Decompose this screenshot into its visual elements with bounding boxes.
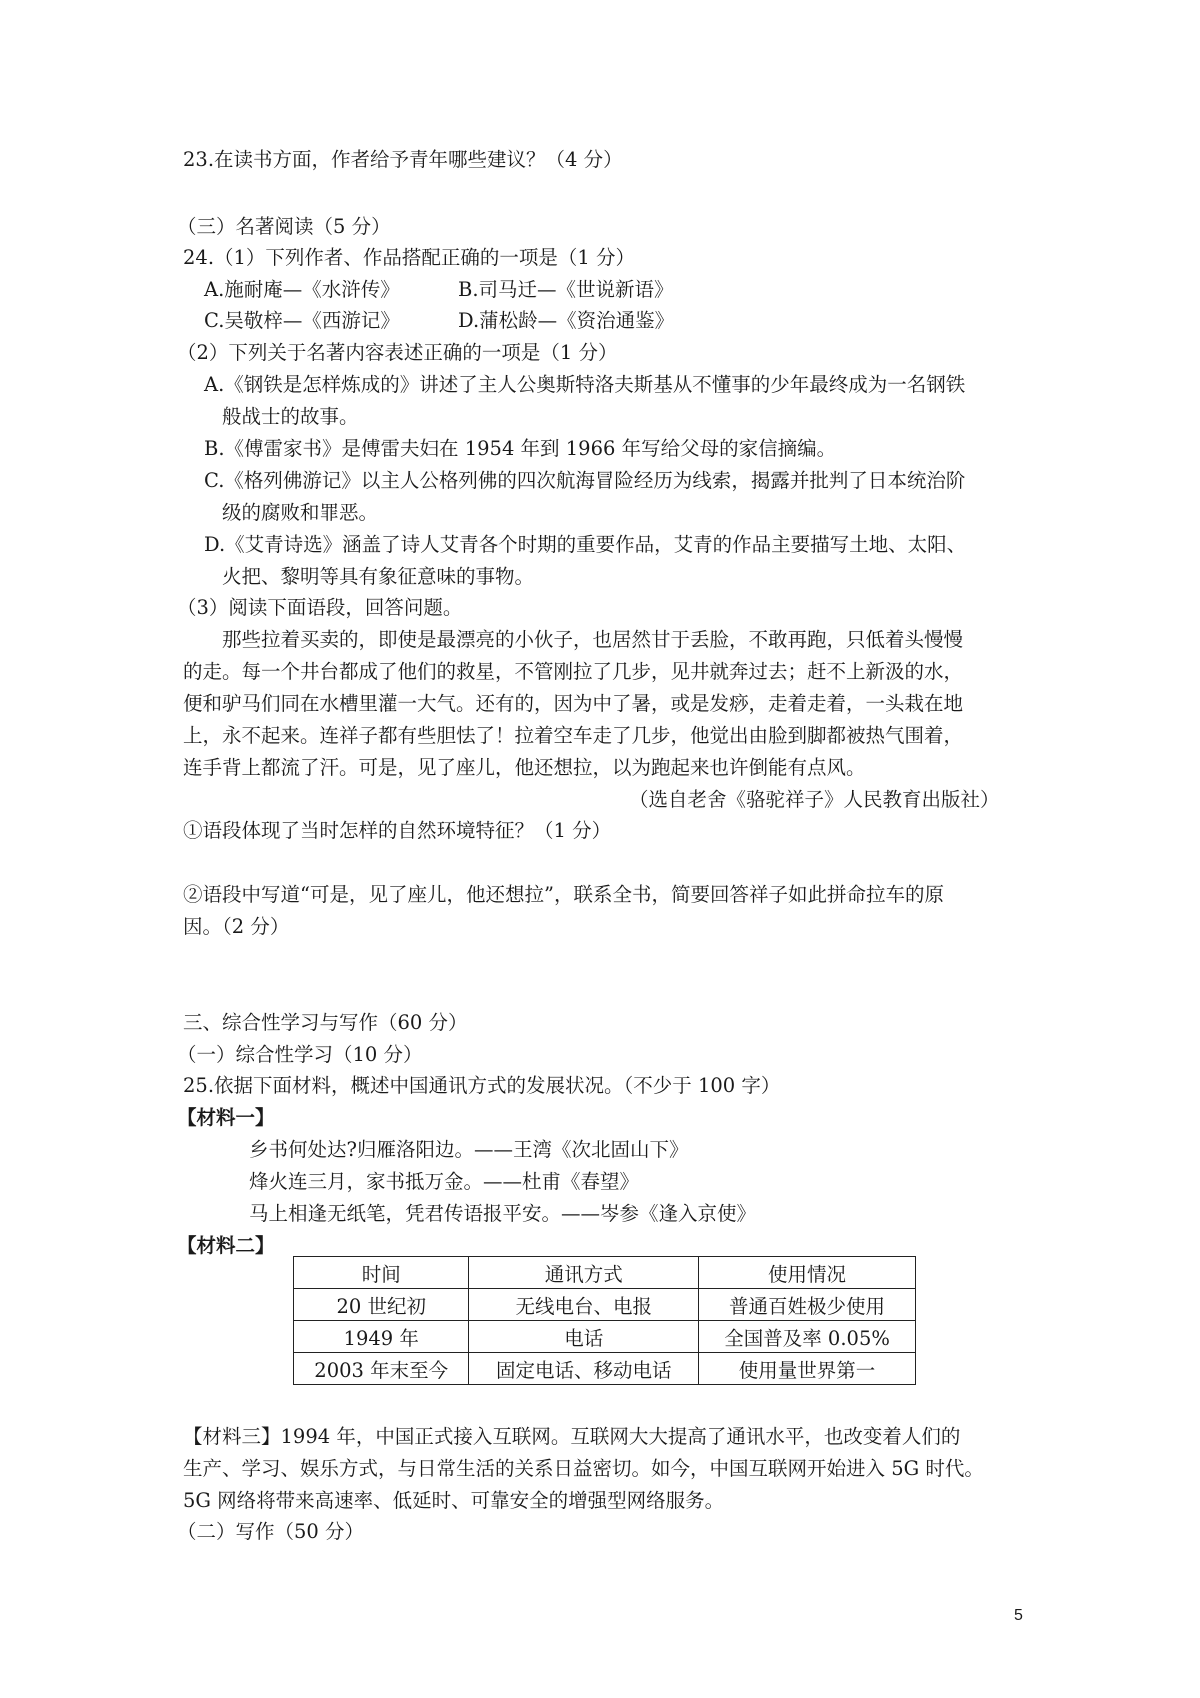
question-25-stem: 25.依据下面材料，概述中国通讯方式的发展状况。（不少于 100 字）: [183, 1074, 781, 1097]
question-23: 23.在读书方面，作者给予青年哪些建议？（4 分）: [183, 148, 623, 171]
material-1-line: 马上相逢无纸笔，凭君传语报平安。——岑参《逢入京使》: [249, 1202, 757, 1225]
option-b: B.司马迁—《世说新语》: [458, 278, 674, 301]
part2-option-a-line1: A.《钢铁是怎样炼成的》讲述了主人公奥斯特洛夫斯基从不懂事的少年最终成为一名钢铁: [204, 373, 966, 396]
passage-line-5: 连手背上都流了汗。可是，见了座儿，他还想拉，以为跑起来也许倒能有点风。: [183, 756, 866, 779]
question-24-part2-stem: （2）下列关于名著内容表述正确的一项是（1 分）: [177, 341, 618, 364]
table-cell: 1949 年: [294, 1321, 469, 1353]
material-3-line3: 5G 网络将带来高速率、低延时、可靠安全的增强型网络服务。: [183, 1489, 725, 1512]
table-header-cell: 使用情况: [699, 1257, 916, 1289]
material-1-line: 烽火连三月，家书抵万金。——杜甫《春望》: [249, 1170, 640, 1193]
part2-option-d-line2: 火把、黎明等具有象征意味的事物。: [222, 565, 535, 588]
question-24-part1-stem: 24.（1）下列作者、作品搭配正确的一项是（1 分）: [183, 246, 636, 269]
communication-table: [293, 1256, 916, 1385]
material-1-label: 【材料一】: [177, 1106, 275, 1129]
option-c: C.吴敬梓—《西游记》: [204, 309, 400, 332]
part2-option-d-line1: D.《艾青诗选》涵盖了诗人艾青各个时期的重要作品，艾青的作品主要描写土地、太阳、: [204, 533, 967, 556]
table-row: [294, 1289, 916, 1321]
material-1-line: 乡书何处达?归雁洛阳边。——王湾《次北固山下》: [249, 1138, 689, 1161]
table-cell: 全国普及率 0.05%: [699, 1321, 916, 1353]
sub-question-2-line2: 因。（2 分）: [183, 915, 290, 938]
table-cell: 普通百姓极少使用: [699, 1289, 916, 1321]
option-a: A.施耐庵—《水浒传》: [204, 278, 400, 301]
sub-question-1: ①语段体现了当时怎样的自然环境特征？（1 分）: [183, 819, 612, 842]
page-number: 5: [1014, 1607, 1023, 1624]
part2-option-c-line2: 级的腐败和罪恶。: [222, 501, 379, 524]
table-header-row: [294, 1257, 916, 1289]
part2-option-a-line2: 般战士的故事。: [222, 405, 359, 428]
passage-line-4: 上，永不起来。连祥子都有些胆怯了！拉着空车走了几步，他觉出由脸到脚都被热气围着，: [183, 724, 964, 747]
part3-title: 三、综合性学习与写作（60 分）: [183, 1011, 468, 1034]
table-cell: 2003 年末至今: [294, 1353, 469, 1385]
material-3-line2: 生产、学习、娱乐方式，与日常生活的关系日益密切。如今，中国互联网开始进入 5G 时代。: [183, 1457, 984, 1480]
option-d: D.蒲松龄—《资治通鉴》: [458, 309, 675, 332]
section-classics-title: （三）名著阅读（5 分）: [177, 215, 391, 238]
table-row: [294, 1321, 916, 1353]
passage-line-1: 那些拉着买卖的，即使是最漂亮的小伙子，也居然甘于丢脸，不敢再跑，只低着头慢慢: [222, 628, 964, 651]
table-cell: 20 世纪初: [294, 1289, 469, 1321]
passage-line-3: 便和驴马们同在水槽里灌一大气。还有的，因为中了暑，或是发痧，走着走着，一头栽在地: [183, 692, 964, 715]
material-3-line1: 【材料三】1994 年，中国正式接入互联网。互联网大大提高了通讯水平，也改变着人们的: [183, 1425, 961, 1448]
material-2-label: 【材料二】: [177, 1234, 275, 1257]
sub-question-2-line1: ②语段中写道“可是，见了座儿，他还想拉”，联系全书，简要回答祥子如此拼命拉车的原: [183, 883, 944, 906]
table-cell: 固定电话、移动电话: [469, 1353, 699, 1385]
table-cell: 使用量世界第一: [699, 1353, 916, 1385]
part2-option-b: B.《傅雷家书》是傅雷夫妇在 1954 年到 1966 年写给父母的家信摘编。: [204, 437, 837, 460]
writing-section-title: （二）写作（50 分）: [177, 1520, 365, 1543]
table-header-cell: 时间: [294, 1257, 469, 1289]
passage-line-2: 的走。每一个井台都成了他们的救星，不管刚拉了几步，见井就奔过去；赶不上新汲的水，: [183, 660, 964, 683]
table-header-cell: 通讯方式: [469, 1257, 699, 1289]
passage-source: （选自老舍《骆驼祥子》人民教育出版社）: [629, 788, 1000, 811]
part2-option-c-line1: C.《格列佛游记》以主人公格列佛的四次航海冒险经历为线索，揭露并批判了日本统治阶: [204, 469, 966, 492]
comprehensive-study-title: （一）综合性学习（10 分）: [177, 1043, 423, 1066]
table-cell: 无线电台、电报: [469, 1289, 699, 1321]
table-cell: 电话: [469, 1321, 699, 1353]
table-row: [294, 1353, 916, 1385]
question-24-part3-stem: （3）阅读下面语段，回答问题。: [177, 596, 463, 619]
